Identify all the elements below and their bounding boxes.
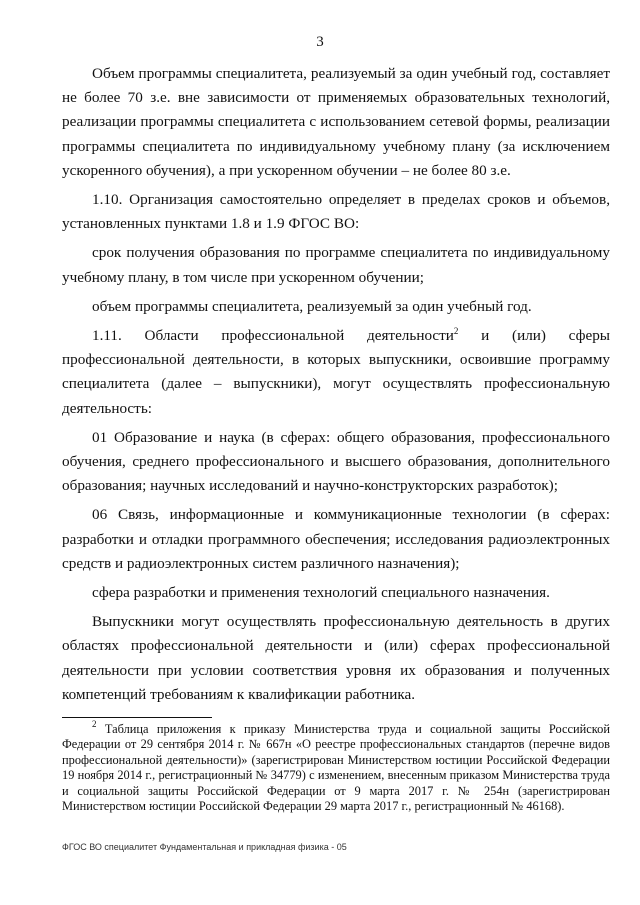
page-number: 3 <box>316 34 324 50</box>
paragraph-yearly-volume: объем программы специалитета, реализуемый за один учебный год. <box>92 297 532 315</box>
paragraph-1-11 <box>62 324 610 421</box>
paragraph-special-sphere: сфера разработки и применения технологий специального назначения. <box>92 584 550 602</box>
footnote-marker: 2 <box>92 719 97 729</box>
paragraph-area-06: 06 Связь, информационные и коммуникационные технологии (в сферах: разработки и отладки программного обеспечения; исследования радиоэлектронных средств и радиоэлектронных систем различного назначения); <box>62 506 610 572</box>
footnote-text: Таблица приложения к приказу Министерства труда и социальной защиты Российской Федерации от 29 сентября 2014 г. № 667н «О реестре профессиональных стандартов (перечне видов профессиональной деятельности)» (зарегистрирован Министерством юстиции Российской Федерации 19 ноября 2014 г., регистрационный № 34779) с изменением, внесенным приказом Министерства труда и социальной защиты Российской Федерации от 9 марта 2017 г. № 254н (зарегистрирован Министерством юстиции Российской Федерации 29 марта 2017 г., регистрационный № 46168). <box>62 722 610 814</box>
footnote-reference: 2 <box>453 326 459 337</box>
paragraph-other-areas: Выпускники могут осуществлять профессиональную деятельность в других областях профессиональной деятельности и (или) сферах профессиональной деятельности при условии соответствия уровня их образования и полученных компетенций требованиям к квалификации работника. <box>62 613 610 703</box>
footnote <box>62 719 610 814</box>
paragraph-1-10: 1.10. Организация самостоятельно определяет в пределах сроков и объемов, установленных пунктами 1.8 и 1.9 ФГОС ВО: <box>62 191 610 233</box>
document-body <box>62 62 610 707</box>
document-footer: ФГОС ВО специалитет Фундаментальная и прикладная физика - 05 <box>62 842 347 852</box>
paragraph-study-period: срок получения образования по программе специалитета по индивидуальному учебному плану, в том числе при ускоренном обучении; <box>62 244 610 286</box>
paragraph-program-volume: Объем программы специалитета, реализуемый за один учебный год, составляет не более 70 з.е. вне зависимости от применяемых образовательных технологий, реализации программы специалитета с использованием сетевой формы, реализации программы специалитета по индивидуальному учебному плану (за исключением ускоренного обучения), а при ускоренном обучении – не более 80 з.е. <box>62 65 610 179</box>
paragraph-area-01: 01 Образование и наука (в сферах: общего образования, профессионального обучения, среднего профессионального и высшего образования, дополнительного образования; научных исследований и научно-конструкторских разработок); <box>62 428 610 495</box>
footnote-divider <box>62 717 212 718</box>
paragraph-1-11-start: 1.11. Области профессиональной деятельности <box>92 327 454 345</box>
paragraph-1-11-rest: и (или) сферы профессиональной деятельности, в которых выпускники, освоившие программу специалитета (далее – выпускники), могут осуществлять профессиональную деятельность: <box>62 327 610 417</box>
